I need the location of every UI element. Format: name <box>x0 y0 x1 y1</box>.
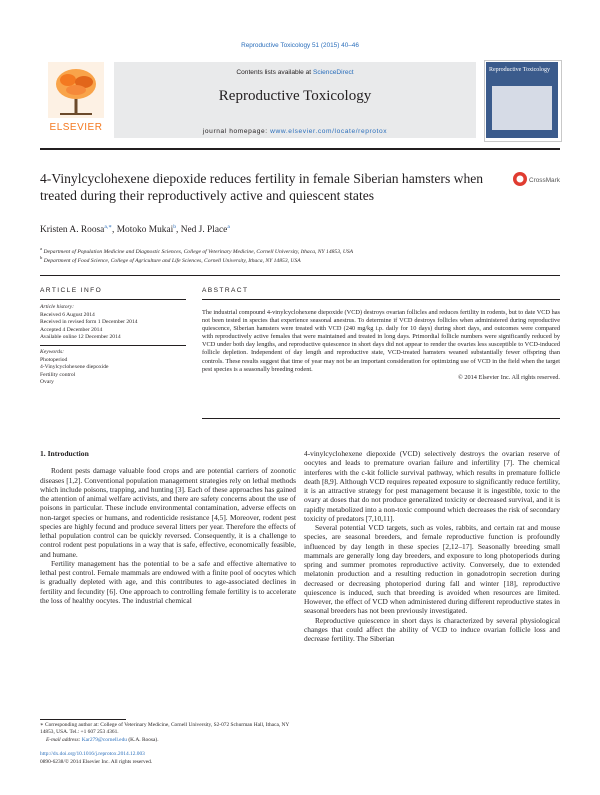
history-item: Available online 12 December 2014 <box>40 334 121 341</box>
affiliation-text: Department of Population Medicine and Diagnostic Sciences, College of Veterinary Medicine, Cornell University, Ithaca, NY 14853, USA <box>43 248 354 255</box>
publisher-name: ELSEVIER <box>49 122 103 133</box>
body-paragraph: Fertility management has the potential to be a safe and effective alternative to lethal pest control. Female mammals are endowed with a finite pool of oocytes which is gradually depleted with age, and this contributes to age-associated declines in fertility and fecundity [6]. One approach to controlling female fertility is to accelerate the loss of healthy oocytes. The industrial chemical <box>40 558 296 605</box>
affiliation-b <box>40 254 560 265</box>
elsevier-logo-icon <box>48 62 104 118</box>
affiliation-mark: a <box>40 246 43 251</box>
history-item: Received in revised form 1 December 2014 <box>40 319 138 326</box>
body-right-column <box>304 449 560 643</box>
doi-link[interactable] <box>40 751 296 758</box>
keyword: 4-Vinylcyclohexene diepoxide <box>40 364 109 371</box>
journal-title: Reproductive Toxicology <box>218 88 372 104</box>
keyword: Fertility control <box>40 371 76 378</box>
author-name: Kristen A. Roosa <box>40 225 105 236</box>
body-paragraph: 4-vinylcyclohexene diepoxide (VCD) selectively destroys the ovarian reserve of oocytes and leads to premature ovarian failure and infertility [7]. The chemical interferes with the c-kit follicle survival pathway, which results in premature follicle death [8,9]. Although VCD requires repeated exposure to significantly reduce fertility, it is an attractive strategy for pest management because it is ingestible, toxic to the ovary at doses that do not produce generalized toxicity or decreased survival, and it is rapidly metabolized into a non-toxic compound which decreases the risk of secondary toxicity of predators [7,10,11]. <box>304 449 560 523</box>
crossmark-label: CrossMark <box>529 177 560 184</box>
article-title: 4-Vinylcyclohexene diepoxide reduces fertility in female Siberian hamsters when treated during their reproductively active and quiescent states <box>40 171 484 203</box>
email-label: E-mail address: <box>46 737 82 743</box>
homepage-link[interactable]: www.elsevier.com/locate/reprotox <box>270 128 388 135</box>
journal-reference[interactable]: Reproductive Toxicology 51 (2015) 40–46 <box>241 42 359 49</box>
author-marks[interactable]: b <box>173 224 177 230</box>
author-separator: , <box>112 225 117 236</box>
abstract-body <box>202 309 560 382</box>
email-note <box>40 737 302 744</box>
corresponding-author-note: ∗ Corresponding author at: College of Veterinary Medicine, Cornell University, S2-072 Schurman Hall, Ithaca, NY 14853, USA. Tel.: +1 607 253 4361. <box>40 722 290 735</box>
abstract-heading: ABSTRACT <box>202 287 249 294</box>
author-name: Motoko Mukai <box>116 225 174 236</box>
section-heading: 1. Introduction <box>40 449 89 458</box>
contents-line <box>114 69 476 76</box>
body-paragraph: Several potential VCD targets, such as voles, rabbits, and certain rat and mouse species, are seasonal breeders, and female reproductive function is profoundly influenced by day length in these species [2,12–17]. Seasonally breeding small mammals are generally long day breeders, and exposure to long photoperiods during spring and summer promotes reproductive activity. Conversely, due to extended melatonin production and a resulting reduction in gonadotropin secretion during decreased or decreasing photoperiod during fall and winter [18], reproductive quiescence is induced, such that breeding is avoided when resources are limited. However, the effect of VCD when administered during different reproductive states in seasonal breeders has not been previously investigated. <box>304 523 560 616</box>
history-item: Received 6 August 2014 <box>40 311 95 318</box>
keywords-label: Keywords: <box>40 349 65 355</box>
article-info-rule <box>40 299 186 300</box>
abstract-copyright: © 2014 Elsevier Inc. All rights reserved. <box>457 373 560 381</box>
affiliation-divider <box>40 275 560 276</box>
author-list <box>40 224 540 235</box>
abstract-end-rule <box>202 418 560 419</box>
email-link[interactable]: Kar279@cornell.edu <box>81 737 127 743</box>
abstract-rule <box>202 299 560 300</box>
sciencedirect-link[interactable]: ScienceDirect <box>312 69 354 76</box>
keyword: Ovary <box>40 379 54 386</box>
body-paragraph: Rodent pests damage valuable food crops and are potential carriers of zoonotic diseases [1,2]. Conventional population management strategies rely on lethal methods which include poisons, trapping, and hunting [3]. Each of these approaches has gained the attention of animal welfare activists, and there are safety concerns about the use of poisons in particular. These include environmental contamination, adverse effects on non-target species or humans, and rodenticide resistance [4,5]. Moreover, rodent pest species are highly fecund and produce several litters per year. Therefore the effects of lethal population control can be quickly reversed. Consequently, it is a challenge to control rodent pest populations in a way that is safe, effective, economically feasible, and humane. <box>40 466 296 559</box>
doi-text[interactable]: http://dx.doi.org/10.1016/j.reprotox.2014.12.003 <box>40 751 145 757</box>
author-marks[interactable]: a,∗ <box>104 224 113 230</box>
journal-cover-title: Reproductive Toxicology <box>489 67 550 73</box>
journal-cover-image <box>492 86 552 130</box>
keyword: Photoperiod <box>40 356 68 363</box>
history-item: Accepted 4 December 2014 <box>40 326 103 333</box>
header-divider <box>40 148 560 150</box>
abstract-text: The industrial compound 4-vinylcyclohexene diepoxide (VCD) destroys ovarian follicles and reduces fertility in rodents, but to date VCD has not been tested in species that experience seasonal anestrus. To determine if VCD destroys follicles when administered during reproductive quiescence, Siberian hamsters were treated with VCD (240 mg/kg i.p. daily for 10 days) during short days, and outcomes were compared with reproductively active females that were maintained and treated in long days. Primordial follicle numbers were significantly reduced by VCD under both day lengths, and reproductive quiescence in short days did not appear to render the ovaries less susceptible to VCD-induced follicle depletion. Independent of day length and reproductive state, VCD-treated hamsters weaned substantially fewer offspring than controls. These results suggest that time of year may not be an important consideration for optimizing use of VCD in the field when the target pest species is a seasonally breeding rodent. <box>202 309 560 373</box>
contents-prefix: Contents lists available at <box>236 69 313 76</box>
crossmark-badge[interactable] <box>512 171 562 187</box>
keywords-rule <box>40 345 186 346</box>
body-paragraph: Reproductive quiescence in short days is characterized by several physiological changes that could affect the ability of VCD to induce ovarian follicle loss and decrease fertility. The Siberian <box>304 615 560 643</box>
history-label: Article history: <box>40 304 75 310</box>
affiliation-text: Department of Food Science, College of Agriculture and Life Sciences, Cornell University, Ithaca, NY 14853, USA <box>43 257 301 264</box>
article-info-heading: ARTICLE INFO <box>40 287 103 294</box>
affiliation-mark: b <box>40 255 43 260</box>
footnote-rule <box>40 719 126 720</box>
author-marks[interactable]: a <box>227 224 230 230</box>
homepage-prefix: journal homepage: <box>202 128 271 135</box>
issn-line: 0890-6238/© 2014 Elsevier Inc. All rights reserved. <box>40 759 153 765</box>
body-left-column <box>40 449 296 605</box>
email-suffix: (K.A. Roosa). <box>126 737 159 743</box>
author-separator: , <box>176 225 181 236</box>
author-name: Ned J. Place <box>180 225 228 236</box>
journal-homepage <box>114 128 476 135</box>
